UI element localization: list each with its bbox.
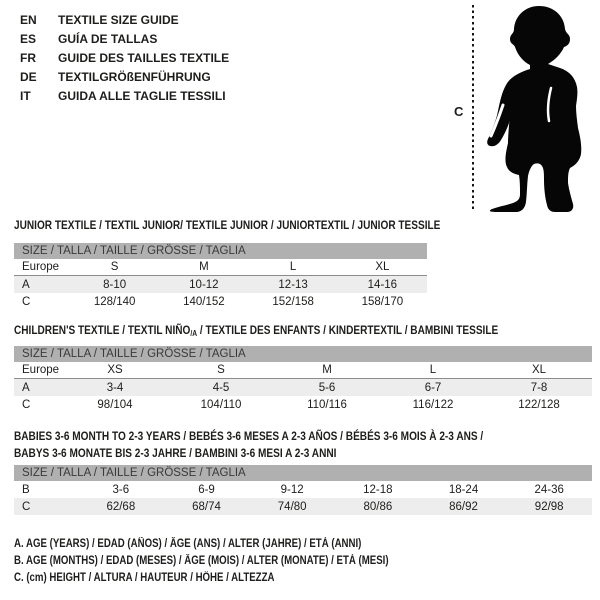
size-header-bar — [14, 465, 592, 481]
row-label: C — [22, 398, 31, 411]
lang-code: EN — [20, 13, 37, 27]
legend-footnotes — [14, 536, 460, 587]
table-row-age — [14, 276, 427, 293]
row-label: B — [22, 483, 30, 496]
cell-value: M — [199, 261, 209, 273]
cell-value: 24-36 — [534, 483, 564, 496]
title-text: CHILDREN'S TEXTILE / TEXTIL NIÑO — [14, 323, 191, 337]
cell-value: 5-6 — [318, 381, 336, 394]
cell-value: 152/158 — [272, 295, 314, 308]
table-row-age — [14, 379, 592, 396]
footnote-c: C. (cm) HEIGHT / ALTURA / HAUTEUR / HÖHE / ALTEZZA — [14, 572, 275, 584]
table-row-height — [14, 498, 592, 515]
cell-value: 86/92 — [449, 500, 478, 513]
lang-row-fr — [20, 49, 229, 68]
cell-value: 92/98 — [534, 500, 564, 513]
cell-value: 116/122 — [412, 398, 454, 411]
cell-value: 12-18 — [363, 483, 393, 496]
lang-label: GUIDA ALLE TAGLIE TESSILI — [58, 89, 226, 103]
cell-value: 68/74 — [192, 500, 221, 513]
cell-value: 98/104 — [97, 398, 133, 411]
cell-value: 158/170 — [361, 295, 404, 308]
cell-value: 18-24 — [448, 483, 479, 496]
lang-row-es — [20, 30, 229, 49]
cell-value: 14-16 — [367, 278, 398, 291]
lang-row-it — [20, 87, 229, 106]
cell-value: 9-12 — [280, 483, 304, 496]
row-label: A — [22, 381, 30, 394]
footnote-a: A. AGE (YEARS) / EDAD (AÑOS) / ÂGE (ANS) / ALTER (JAHRE) / ETÀ (ANNI) — [14, 538, 362, 550]
cell-value: 7-8 — [530, 381, 548, 394]
cell-value: 8-10 — [103, 278, 127, 291]
table-row-height — [14, 293, 427, 310]
babies-table — [14, 465, 592, 515]
cell-value: L — [289, 261, 297, 273]
cell-value: 140/152 — [183, 295, 225, 308]
height-marker-label: C — [454, 104, 464, 119]
children-table — [14, 346, 592, 413]
footnote-b: B. AGE (MONTHS) / EDAD (MESES) / ÂGE (MOIS) / ALTER (MONATE) / ETÀ (MESI) — [14, 555, 389, 567]
row-label: C — [22, 295, 31, 308]
cell-value: M — [322, 364, 332, 376]
children-table-title — [14, 323, 498, 338]
cell-value: 122/128 — [518, 398, 560, 411]
babies-table-title — [14, 428, 573, 462]
toddler-silhouette-icon — [483, 4, 595, 212]
size-header-bar — [14, 243, 427, 259]
junior-table — [14, 243, 427, 310]
lang-label: TEXTILGRÖßENFÜHRUNG — [58, 70, 211, 84]
lang-label: GUÍA DE TALLAS — [58, 32, 158, 46]
cell-value: S — [217, 364, 225, 376]
cell-value: 6-7 — [424, 381, 442, 394]
cell-value: 3-4 — [106, 381, 124, 394]
title-line: BABYS 3-6 MONATE BIS 2-3 JAHRE / BAMBINI 3-6 MESI A 2-3 ANNI — [14, 446, 337, 460]
lang-row-en — [20, 11, 229, 30]
height-dashed-line — [472, 5, 474, 212]
table-row-height — [14, 396, 592, 413]
size-header-label: SIZE / TALLA / TAILLE / GRÖSSE / TAGLIA — [22, 467, 246, 479]
cell-value: 6-9 — [198, 483, 215, 496]
lang-code: ES — [20, 32, 37, 46]
title-line: BABIES 3-6 MONTH TO 2-3 YEARS / BEBÉS 3-6 MESES A 2-3 AÑOS / BÉBÉS 3-6 MOIS À 2-3 ANS / — [14, 429, 484, 443]
row-label: Europe — [22, 364, 60, 376]
junior-table-title: JUNIOR TEXTILE / TEXTIL JUNIOR/ TEXTILE JUNIOR / JUNIORTEXTIL / JUNIOR TESSILE — [14, 218, 441, 232]
lang-code: DE — [20, 70, 37, 84]
lang-row-de — [20, 68, 229, 87]
title-text: / TEXTILE DES ENFANTS / KINDERTEXTIL / BAMBINI TESSILE — [197, 323, 499, 337]
language-header — [20, 11, 229, 106]
cell-value: 4-5 — [212, 381, 230, 394]
lang-label: GUIDE DES TAILLES TEXTILE — [58, 51, 230, 65]
cell-value: XL — [531, 364, 547, 376]
cell-value: 62/68 — [106, 500, 136, 513]
lang-label: TEXTILE SIZE GUIDE — [58, 13, 179, 27]
table-row-age-months — [14, 481, 592, 498]
cell-value: 104/110 — [200, 398, 242, 411]
cell-value: 3-6 — [112, 483, 130, 496]
cell-value: XS — [107, 364, 123, 376]
lang-code: FR — [20, 51, 36, 65]
size-header-label: SIZE / TALLA / TAILLE / GRÖSSE / TAGLIA — [22, 348, 246, 360]
table-row-europe — [14, 259, 427, 276]
cell-value: XL — [375, 261, 390, 273]
cell-value: 110/116 — [307, 398, 347, 411]
row-label: Europe — [22, 261, 60, 273]
size-header-label: SIZE / TALLA / TAILLE / GRÖSSE / TAGLIA — [22, 245, 246, 257]
cell-value: 74/80 — [277, 500, 307, 513]
cell-value: L — [429, 364, 437, 376]
title-subscript: /A — [190, 329, 198, 338]
cell-value: S — [110, 261, 119, 273]
row-label: A — [22, 278, 30, 291]
row-label: C — [22, 500, 31, 513]
cell-value: 128/140 — [93, 295, 136, 308]
cell-value: 10-12 — [189, 278, 219, 291]
size-header-bar — [14, 346, 592, 362]
cell-value: 12-13 — [278, 278, 308, 291]
table-row-europe — [14, 362, 592, 379]
lang-code: IT — [20, 89, 31, 103]
cell-value: 80/86 — [363, 500, 393, 513]
